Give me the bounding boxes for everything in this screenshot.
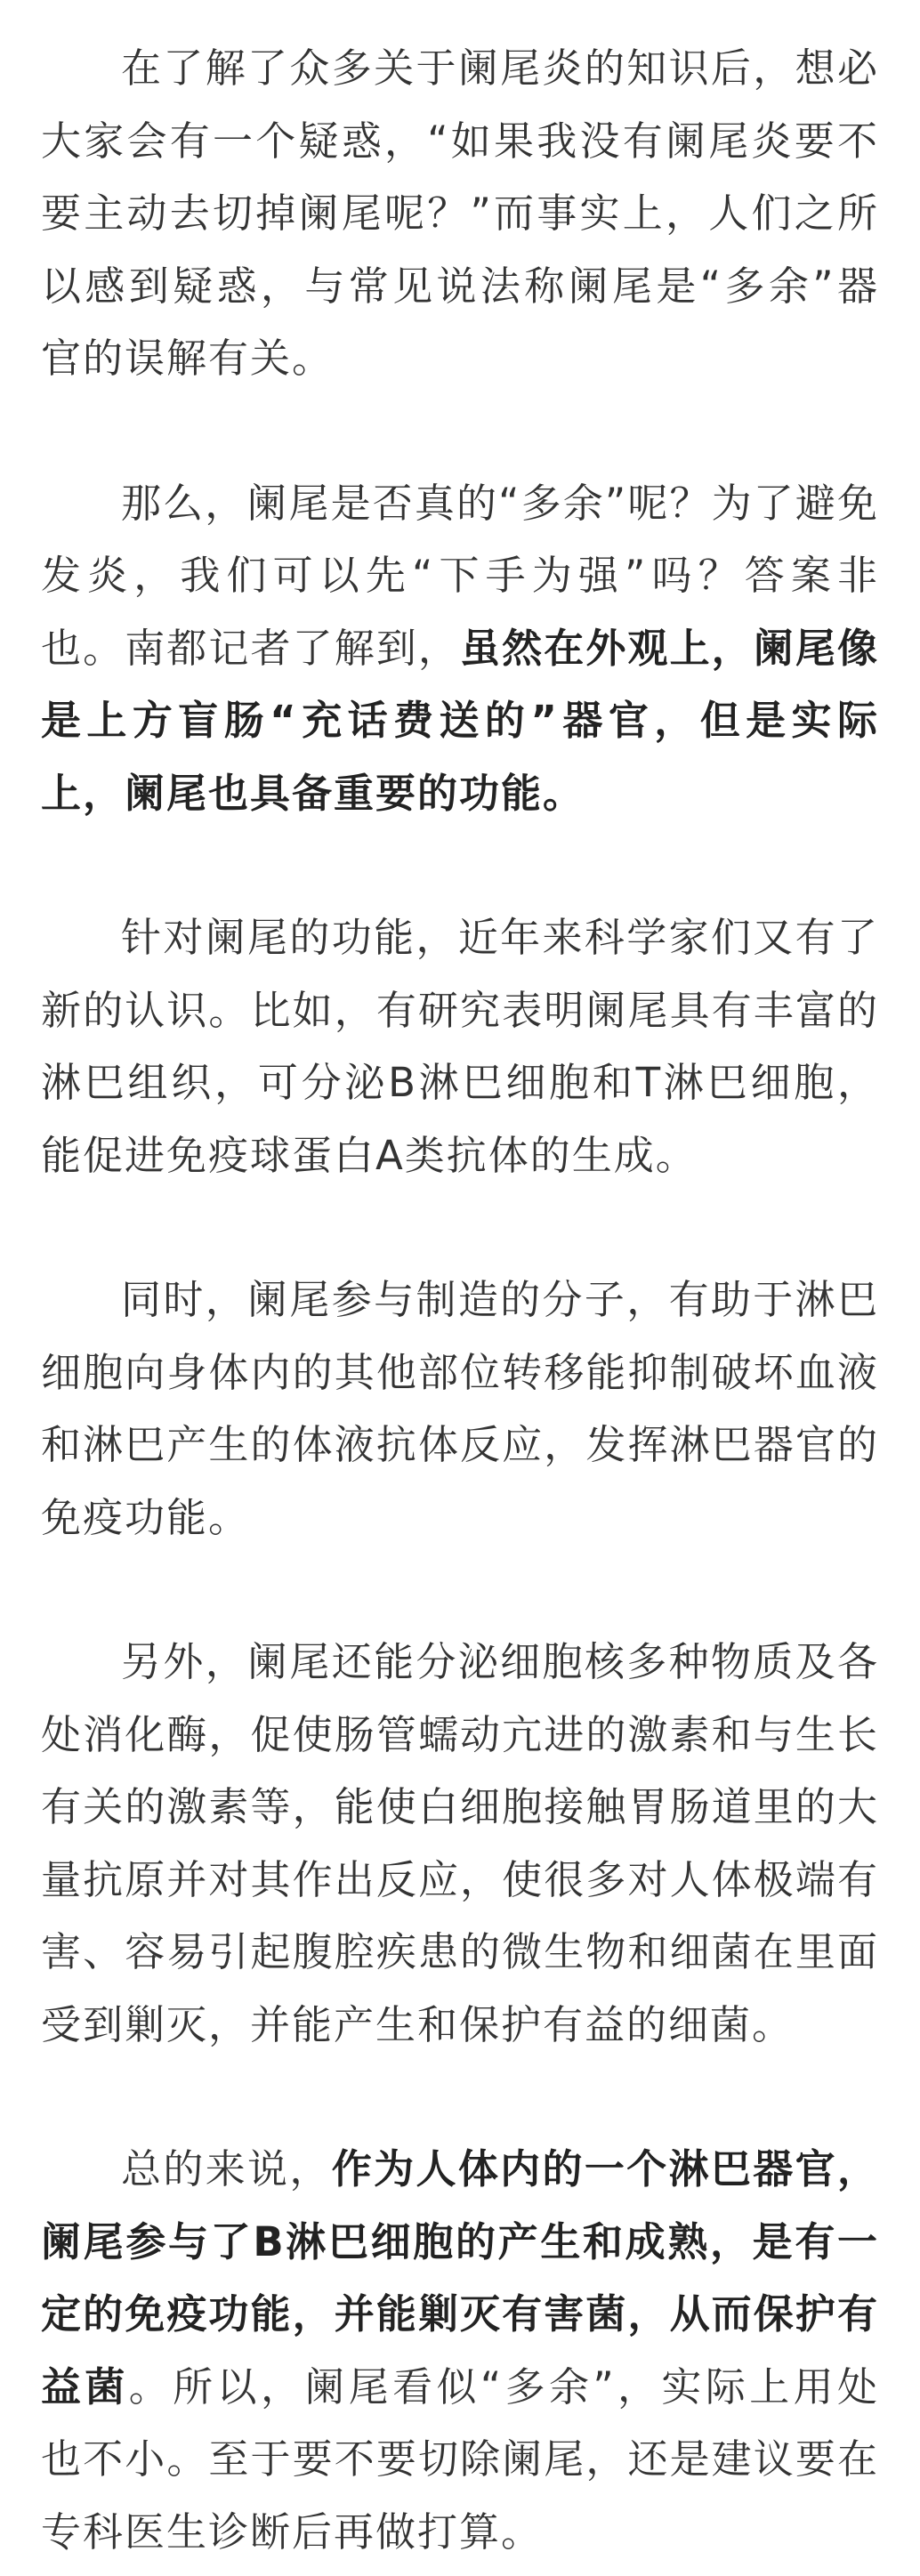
paragraph-gap	[41, 395, 879, 467]
paragraph-molecules	[41, 1264, 879, 1554]
paragraph-gap	[41, 829, 879, 901]
paragraph-intro	[41, 32, 879, 395]
paragraph-text: 那么，阑尾是否真的“多余”呢？为了避免发炎，我们可以先“下手为强”吗？答案非也。南都记者了解到，	[41, 479, 879, 672]
paragraph-conclusion	[41, 2133, 879, 2568]
paragraph-secretion	[41, 1626, 879, 2061]
paragraph-gap	[41, 1191, 879, 1264]
paragraph-is-appendix-useless	[41, 467, 879, 830]
paragraph-text: 同时，阑尾参与制造的分子，有助于淋巴细胞向身体内的其他部位转移能抑制破坏血液和淋巴产生的体液抗体反应，发挥淋巴器官的免疫功能。	[41, 1276, 879, 1541]
paragraph-text: 在了解了众多关于阑尾炎的知识后，想必大家会有一个疑惑，“如果我没有阑尾炎要不要主动去切掉阑尾呢？”而事实上，人们之所以感到疑惑，与常见说法称阑尾是“多余”器官的误解有关。	[41, 44, 879, 382]
paragraph-bold-text: 虽然在外观上，阑尾像是上方盲肠“充话费送的”器官，但是实际上，阑尾也具备重要的功能。	[41, 624, 879, 817]
paragraph-gap	[41, 1554, 879, 1626]
paragraph-text: 针对阑尾的功能，近年来科学家们又有了新的认识。比如，有研究表明阑尾具有丰富的淋巴组织，可分泌B淋巴细胞和T淋巴细胞，能促进免疫球蛋白A类抗体的生成。	[41, 914, 879, 1179]
paragraph-lymph-function	[41, 901, 879, 1191]
paragraph-gap	[41, 2061, 879, 2133]
paragraph-text: 总的来说，	[121, 2145, 332, 2192]
paragraph-text: 另外，阑尾还能分泌细胞核多种物质及各处消化酶，促使肠管蠕动亢进的激素和与生长有关的激素等，能使白细胞接触胃肠道里的大量抗原并对其作出反应，使很多对人体极端有害、容易引起腹腔疾患的微生物和细菌在里面受到剿灭，并能产生和保护有益的细菌。	[41, 1638, 879, 2048]
article-body	[41, 32, 879, 2568]
paragraph-bold-text: 作为人体内的一个淋巴器官，阑尾参与了B淋巴细胞的产生和成熟，是有一定的免疫功能，并能剿灭有害菌，从而保护有益菌	[41, 2145, 879, 2410]
paragraph-text: 。所以，阑尾看似“多余”，实际上用处也不小。至于要不要切除阑尾，还是建议要在专科医生诊断后再做打算。	[41, 2362, 879, 2556]
